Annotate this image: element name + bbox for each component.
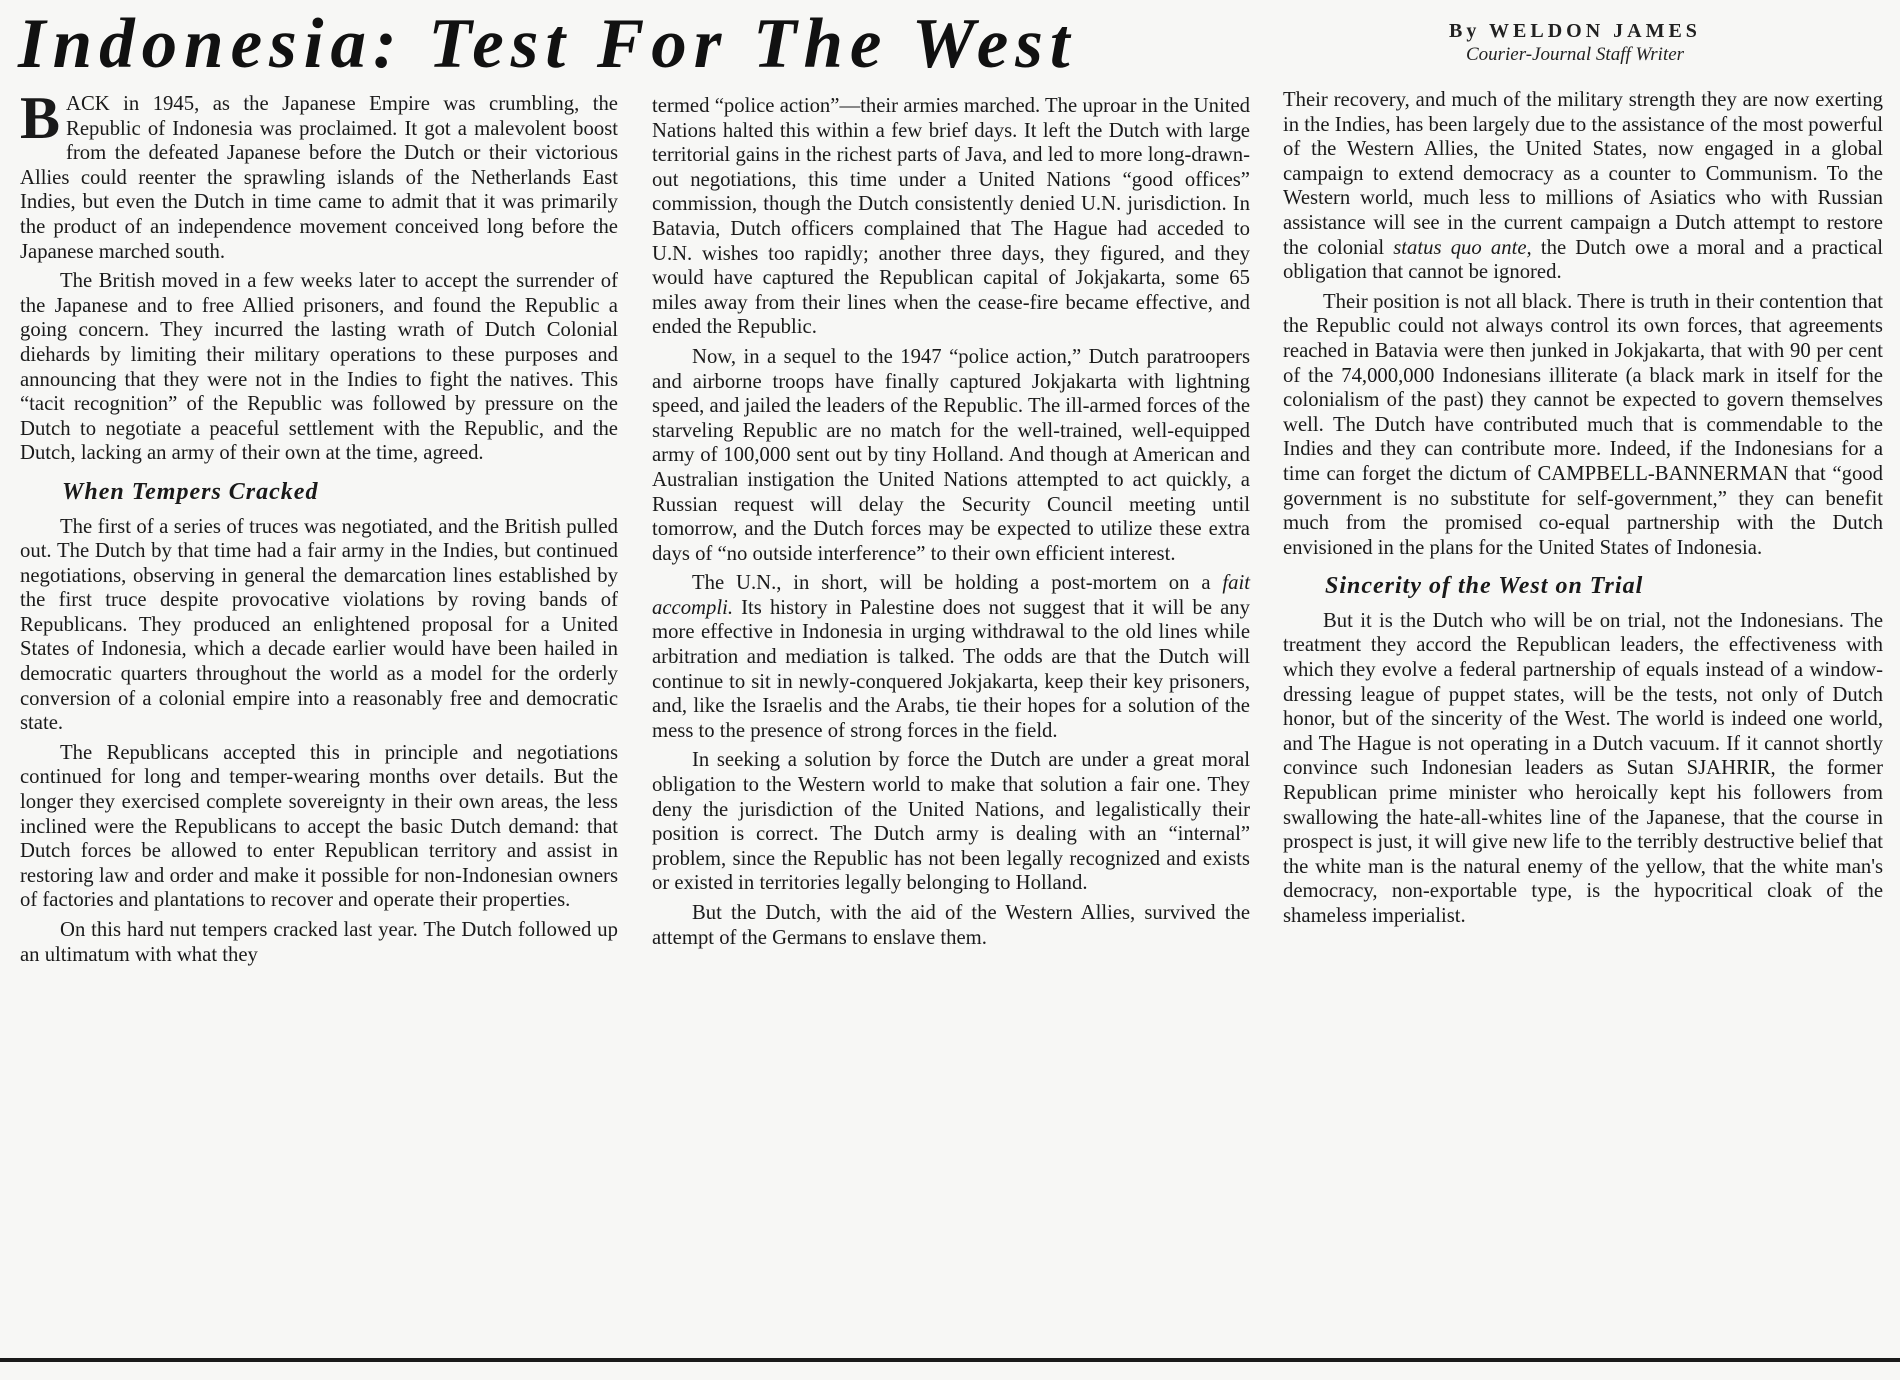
subheading: When Tempers Cracked (62, 478, 319, 505)
paragraph: The Republicans accepted this in principle and negotiations continued for long and temper-wearing months over details. But the longer they exercised complete sovereignty in their own areas, the less inclined were the Republicans to accept the basic Dutch demand: that Dutch forces be allowed to enter Republican territory and assist in restoring law and order and make it possible for non-Indonesian owners of factories and plantations to recover and operate their properties. (20, 741, 618, 912)
article-column-3 (1283, 88, 1883, 934)
subheading: Sincerity of the West on Trial (1325, 573, 1644, 600)
paragraph: The first of a series of truces was negotiated, and the British pulled out. The Dutch by that time had a fair army in the Indies, but continued negotiations, observing in general the demarcation lines established by the first truce despite provocative violations by roving bands of Republicans. They produced an enlightened proposal for a United States of Indonesia, which a decade earlier would have been hailed in democratic quarters throughout the world as a model for the orderly conversion of a colonial empire into a reasonably free and democratic state. (20, 515, 618, 735)
paragraph (20, 85, 618, 264)
paragraph: Their position is not all black. There is truth in their contention that the Republic could not always control its own forces, that agreements reached in Batavia were then junked in Jokjakarta, that with 90 per cent of the 74,000,000 Indonesians illiterate (a black mark in itself for the colonialism of the past) they cannot be expected to govern themselves well. The Dutch have contributed much that is commendable to the Indies and they can contribute more. Indeed, if the Indonesians for a time can forget the dictum of CAMPBELL-BANNERMAN that “good government is no substitute for self-government,” they can benefit much from the promised co-equal partnership with the Dutch envisioned in the plans for the United States of Indonesia. (1283, 290, 1883, 559)
article-column-2 (652, 94, 1250, 955)
headline: Indonesia: Test For The West (18, 5, 1077, 83)
italic-phrase: status quo ante, (1393, 236, 1532, 259)
paragraph: The British moved in a few weeks later to accept the surrender of the Japanese and to free Allied prisoners, and found the Republic a going concern. They incurred the lasting wrath of Dutch Colonial diehards by limiting their military operations to these purposes and announcing that they were not in the Indies to fight the natives. This “tacit recognition” of the Republic was followed by pressure on the Dutch to negotiate a peaceful settlement with the Republic, and the Dutch, lacking an army of their own at the time, agreed. (20, 270, 618, 465)
article-column-1 (20, 85, 618, 972)
drop-cap: B (20, 85, 61, 151)
paragraph-text: Their recovery, and much of the military strength they are now exerting in the Indies, has been largely due to the assistance of the most powerful of the Western Allies, the United States, now engaged in a global campaign to extend democracy as a counter to Communism. To the Western world, much less to millions of Asiatics who with Russian assistance will see in the current campaign a Dutch attempt to restore the colonial (1283, 89, 1883, 259)
paragraph (1283, 88, 1883, 285)
paragraph: On this hard nut tempers cracked last year. The Dutch followed up an ultimatum with what they (20, 919, 618, 966)
paragraph-text: the Dutch owe a moral and a practical obligation that cannot be ignored. (1283, 236, 1883, 284)
italic-phrase: fait accompli. (652, 572, 1250, 619)
paragraph: But it is the Dutch who will be on trial, not the Indonesians. The treatment they accord the Republican leaders, the effectiveness with which they evolve a federal partnership of equals instead of a window-dressing league of puppet states, will be the tests, not only of Dutch honor, but of the sincerity of the West. The world is indeed one world, and The Hague is not operating in a Dutch vacuum. If it cannot shortly convince such Indonesian leaders as Sutan SJAHRIR, the former Republican prime minister who heroically kept his followers from swallowing the hate-all-whites line of the Japanese, that the course in prospect is just, it will give new life to the terribly destructive belief that the white man is the natural enemy of the yellow, that the white man's democracy, non-exportable type, is the hypocritical cloak of the shameless imperialist. (1283, 609, 1883, 927)
paragraph: But the Dutch, with the aid of the Western Allies, survived the attempt of the Germans to enslave them. (652, 902, 1250, 949)
paragraph-text: The U.N., in short, will be holding a post-mortem on a (692, 572, 1223, 595)
paragraph-text: Its history in Palestine does not suggest that it will be any more effective in Indonesia in urging withdrawal to the old lines while arbitration and mediation is talked. The odds are that the Dutch will continue to sit in newly-conquered Jokjakarta, keep their key prisoners, and, like the Israelis and the Arabs, tie their hopes for a solution of the mess to the presence of strong forces in the field. (652, 596, 1250, 742)
bottom-rule (0, 1358, 1900, 1362)
paragraph: In seeking a solution by force the Dutch are under a great moral obligation to the Western world to make that solution a fair one. They deny the jurisdiction of the United Nations, and legalistically their position is correct. The Dutch army is dealing with an “internal” problem, since the Republic has not been legally recognized and exists or existed in territories legally belonging to Holland. (652, 749, 1250, 895)
paragraph (652, 571, 1250, 743)
byline-title: Courier-Journal Staff Writer (1465, 44, 1685, 65)
byline (1400, 20, 1750, 66)
byline-author: By WELDON JAMES (1449, 20, 1701, 42)
paragraph: Now, in a sequel to the 1947 “police action,” Dutch paratroopers and airborne troops have finally captured Jokjakarta with lightning speed, and jailed the leaders of the Republic. The ill-armed forces of the starveling Republic are no match for the well-trained, well-equipped army of 100,000 sent out by tiny Holland. And though at American and Australian instigation the United Nations attempted to act quickly, a Russian request will delay the Security Council meeting until tomorrow, and the Dutch forces may be expected to utilize these extra days of “no outside interference” to their own efficient interest. (652, 345, 1250, 565)
paragraph-text: ACK in 1945, as the Japanese Empire was crumbling, the Republic of Indonesia was proclaimed. It got a malevolent boost from the defeated Japanese before the Dutch or their victorious Allies could reenter the sprawling islands of the Netherlands East Indies, but even the Dutch in time came to admit that it was primarily the product of an independence movement conceived long before the Japanese marched south. (20, 93, 618, 263)
paragraph: termed “police action”—their armies marched. The uproar in the United Nations halted this within a few brief days. It left the Dutch with large territorial gains in the richest parts of Java, and led to more long-drawn-out negotiations, this time under a United Nations “good offices” commission, though the Dutch consistently denied U.N. jurisdiction. In Batavia, Dutch officers complained that The Hague had acceded to U.N. wishes too rapidly; another three days, they figured, and they would have captured the Republican capital of Jokjakarta, some 65 miles away from their lines when the cease-fire became effective, and ended the Republic. (652, 95, 1250, 339)
